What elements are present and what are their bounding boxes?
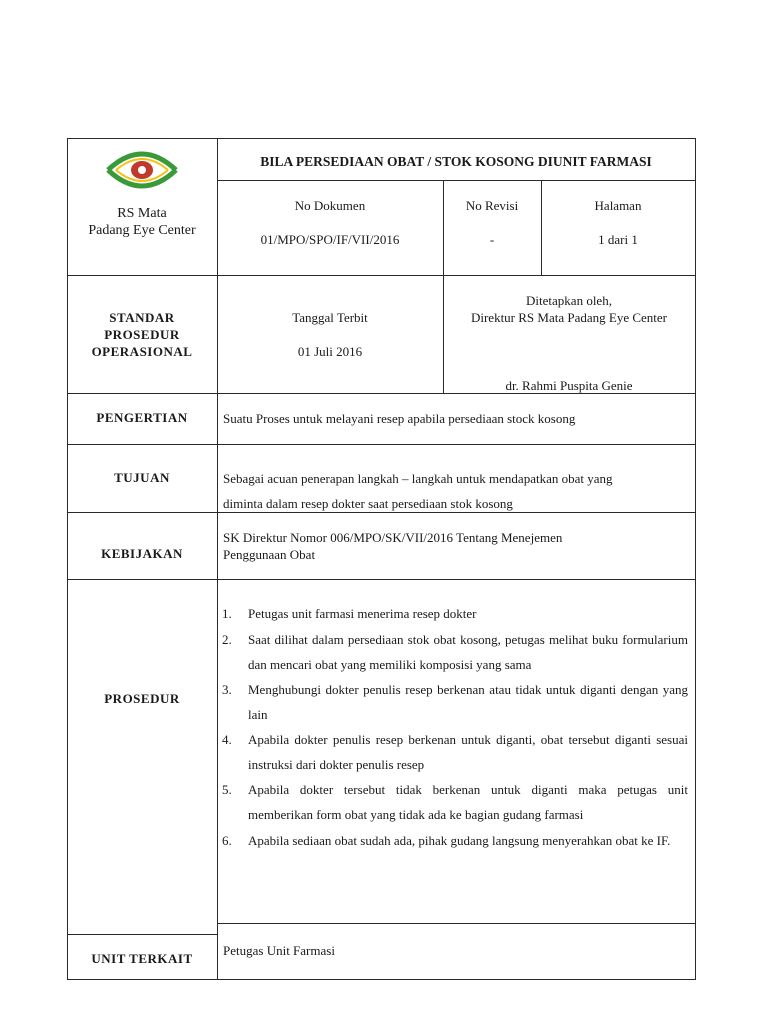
tujuan-text-line2: diminta dalam resep dokter saat persediaan stok kosong xyxy=(223,496,513,511)
hospital-name-line1: RS Mata xyxy=(117,206,167,221)
step-text: Apabila dokter tersebut tidak berkenan untuk diganti maka petugas unit memberikan form obat yang tidak ada ke bagian gudang farmasi xyxy=(248,782,688,822)
prosedur-step xyxy=(222,601,688,626)
spo-label xyxy=(67,309,217,360)
document-title: BILA PERSEDIAAN OBAT / STOK KOSONG DIUNIT FARMASI xyxy=(260,154,652,169)
spo-label-line2: PROSEDUR xyxy=(104,327,180,342)
prosedur-step xyxy=(222,627,688,677)
kebijakan-label: KEBIJAKAN xyxy=(101,546,183,561)
prosedur-step xyxy=(222,727,688,777)
no-dokumen-label: No Dokumen xyxy=(294,198,366,213)
pengertian-text: Suatu Proses untuk melayani resep apabila persediaan stock kosong xyxy=(223,411,576,426)
pengertian-label: PENGERTIAN xyxy=(96,410,188,425)
tanggal-terbit-label: Tanggal Terbit xyxy=(292,310,368,325)
tujuan-label: TUJUAN xyxy=(114,470,170,485)
spo-label-line1: STANDAR xyxy=(109,310,175,325)
unit-terkait-text: Petugas Unit Farmasi xyxy=(223,943,335,958)
prosedur-step xyxy=(222,828,688,853)
step-number: 3. xyxy=(222,682,232,697)
prosedur-step xyxy=(222,777,688,827)
unit-terkait-label: UNIT TERKAIT xyxy=(91,951,193,966)
tujuan-text-line1: Sebagai acuan penerapan langkah – langkah untuk mendapatkan obat yang xyxy=(223,471,613,486)
no-dokumen-value: 01/MPO/SPO/IF/VII/2016 xyxy=(260,232,400,247)
hospital-logo xyxy=(100,146,184,194)
halaman-label: Halaman xyxy=(594,198,642,213)
step-number: 5. xyxy=(222,782,232,797)
signatory-name: dr. Rahmi Puspita Genie xyxy=(505,378,633,393)
ditetapkan-line2: Direktur RS Mata Padang Eye Center xyxy=(470,310,668,325)
step-text: Saat dilihat dalam persediaan stok obat kosong, petugas melihat buku formularium dan mencari obat yang memiliki komposisi yang sama xyxy=(248,632,688,672)
step-number: 2. xyxy=(222,632,232,647)
kebijakan-text-line2: Penggunaan Obat xyxy=(223,547,316,562)
kebijakan-text-line1: SK Direktur Nomor 006/MPO/SK/VII/2016 Tentang Menejemen xyxy=(223,530,563,545)
step-number: 1. xyxy=(222,606,232,621)
prosedur-label: PROSEDUR xyxy=(104,691,180,706)
ditetapkan-line1: Ditetapkan oleh, xyxy=(526,293,612,308)
step-number: 6. xyxy=(222,833,232,848)
step-number: 4. xyxy=(222,732,232,747)
spo-label-line3: OPERASIONAL xyxy=(91,344,193,359)
step-text: Apabila sediaan obat sudah ada, pihak gudang langsung menyerahkan obat ke IF. xyxy=(248,833,671,848)
prosedur-step xyxy=(222,677,688,727)
halaman-value: 1 dari 1 xyxy=(598,232,638,247)
no-revisi-value: - xyxy=(489,232,495,247)
step-text: Petugas unit farmasi menerima resep dokter xyxy=(248,606,477,621)
tanggal-terbit-value: 01 Juli 2016 xyxy=(297,344,363,359)
hospital-name-line2: Padang Eye Center xyxy=(88,223,196,238)
step-text: Apabila dokter penulis resep berkenan untuk diganti, obat tersebut diganti sesuai instruksi dari dokter penulis resep xyxy=(248,732,688,772)
no-revisi-label: No Revisi xyxy=(465,198,519,213)
step-text: Menghubungi dokter penulis resep berkenan atau tidak untuk diganti dengan yang lain xyxy=(248,682,688,722)
